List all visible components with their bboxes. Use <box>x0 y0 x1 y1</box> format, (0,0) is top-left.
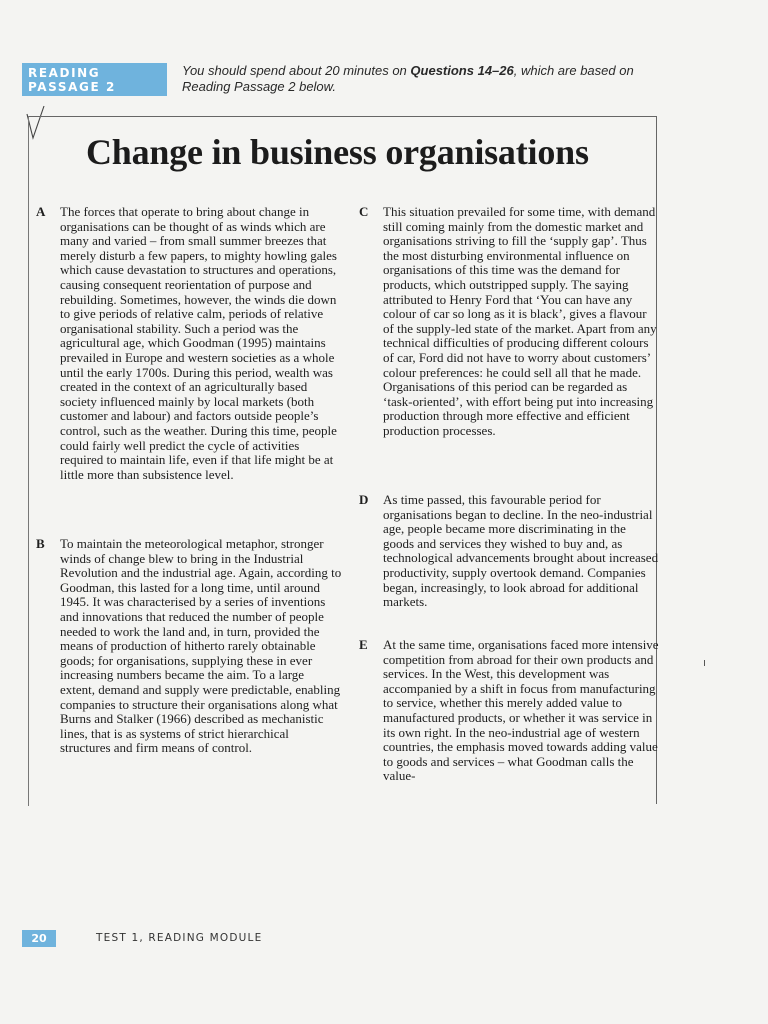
paragraph-e <box>359 637 659 784</box>
badge-line-1: READING <box>28 66 101 80</box>
section-badge <box>22 63 167 96</box>
paragraph-a <box>36 204 342 482</box>
paragraph-text: The forces that operate to bring about change in organisations can be thought of as winds which are many and varied – from small summer breezes that merely disturb a few papers, to mighty howling gales which cause devastation to structures and operations, causing consequent reorientation of purpose and rebuilding. Sometimes, however, the winds die down to give periods of relative calm, periods of relative organisational stability. Such a period was the agricultural age, which Goodman (1995) maintains prevailed in Europe and western societies as a whole until the early 1700s. During this period, wealth was created in the context of an agriculturally based society influenced mainly by local markets (both customer and labour) and factors outside people’s control, such as the weather. During this time, people could fairly well predict the cycle of activities required to maintain life, even if that life might be at little more than subsistence level. <box>60 204 337 482</box>
footer-label: TEST 1, READING MODULE <box>96 932 263 944</box>
paragraph-d <box>359 492 659 610</box>
paragraph-text: This situation prevailed for some time, with demand still coming mainly from the domestic market and organisations striving to fill the ‘supply gap’. Thus the most disturbing environmental influence on organisations of this time was the demand for products, which outstripped supply. The saying attributed to Henry Ford that ‘You can have any colour of car so long as it is black’, gives a flavour of the supply-led state of the market. Apart from any technical difficulties of producing different colours of car, Ford did not have to worry about customers’ colour preferences: he could sell all that he made. Organisations of this period can be regarded as ‘task-oriented’, with effort being put into increasing production through more effective and efficient production processes. <box>383 204 657 438</box>
paragraph-text: As time passed, this favourable period for organisations began to decline. In the neo-industrial age, people became more discriminating in the goods and services they wished to buy and, as technological advancements brought about increased productivity, supply overtook demand. Companies began, increasingly, to look abroad for additional markets. <box>383 492 659 610</box>
scan-speck <box>704 660 705 666</box>
paragraph-letter: A <box>36 204 46 219</box>
paragraph-letter: E <box>359 637 368 652</box>
badge-line-2: PASSAGE 2 <box>28 80 116 94</box>
instruction-bold: Questions 14–26 <box>410 63 514 78</box>
paragraph-text: To maintain the meteorological metaphor, stronger winds of change blew to bring in the Industrial Revolution and the industrial age. Again, according to Goodman, this lasted for a long time, until around 1945. It was characterised by a series of inventions and innovations that reduced the number of people needed to work the land and, in turn, provided the means of production of hitherto rarely obtainable goods; for organisations, supplying these in ever increasing numbers became the aim. To a large extent, demand and supply were predictable, enabling companies to structure their organisations along what Burns and Stalker (1966) described as mechanistic lines, that is as systems of strict hierarchical structures and firm means of control. <box>60 536 342 756</box>
paragraph-c <box>359 204 659 439</box>
instructions <box>182 63 682 95</box>
paragraph-text: At the same time, organisations faced more intensive competition from abroad for their own products and services. In the West, this development was accompanied by a shift in focus from manufacturing to service, whether this merely added value to manufactured products, or whether it was service in its own right. In the neo-industrial age of western countries, the emphasis moved towards adding value to goods and services – what Goodman calls the value- <box>383 637 659 784</box>
paragraph-letter: C <box>359 204 369 219</box>
passage-title: Change in business organisations <box>86 132 589 172</box>
instruction-pre: You should spend about 20 minutes on <box>182 63 411 78</box>
instruction-post: , which are based on Reading Passage 2 below. <box>182 63 634 94</box>
paragraph-b <box>36 536 342 756</box>
paragraph-letter: D <box>359 492 369 507</box>
paragraph-letter: B <box>36 536 45 551</box>
page-number: 20 <box>22 930 56 947</box>
passage-frame-left-edge <box>28 116 29 806</box>
